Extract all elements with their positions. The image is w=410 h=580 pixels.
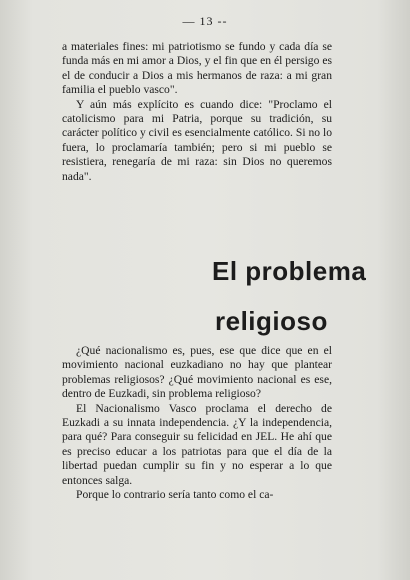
lower-text-block xyxy=(62,344,332,502)
paragraph: a materiales fines: mi patriotismo se fundo y cada día se funda más en mi amor a Dios, y el fin que en él persigo es el de conducir a Dios a mis hermanos de raza: a mi gran familia el pueblo vasco". xyxy=(62,40,332,97)
paragraph: Y aún más explícito es cuando dice: "Proclamo el catolicismo para mi Patria, porque su tradición, su carácter político y civil es esencialmente católico. Si no lo fuera, lo proclamaría también; pero si mi pueblo se resistiera, renegaría de mi raza: sin Dios no queremos nada". xyxy=(62,97,332,183)
page-number: — 13 -- xyxy=(182,14,228,28)
section-heading-line-2: religioso xyxy=(215,306,328,336)
section-heading-line-1: El problema xyxy=(212,256,367,286)
upper-text-block xyxy=(62,40,332,184)
paragraph: El Nacionalismo Vasco proclama el derecho de Euzkadi a su innata independencia. ¿Y la independencia, para qué? Para conseguir su felicidad en JEL. He ahí que es preciso educar a los patriotas para que el día de la libertad puedan cumplir su fin y no esperar a lo que entonces salga. xyxy=(62,401,332,487)
paragraph: Porque lo contrario sería tanto como el ca- xyxy=(76,488,274,502)
paragraph: ¿Qué nacionalismo es, pues, ese que dice que en el movimiento nacional euzkadiano no hay que plantear problemas religiosos? ¿Qué movimiento nacional es ese, dentro de Euzkadi, sin problema religioso? xyxy=(62,344,332,401)
